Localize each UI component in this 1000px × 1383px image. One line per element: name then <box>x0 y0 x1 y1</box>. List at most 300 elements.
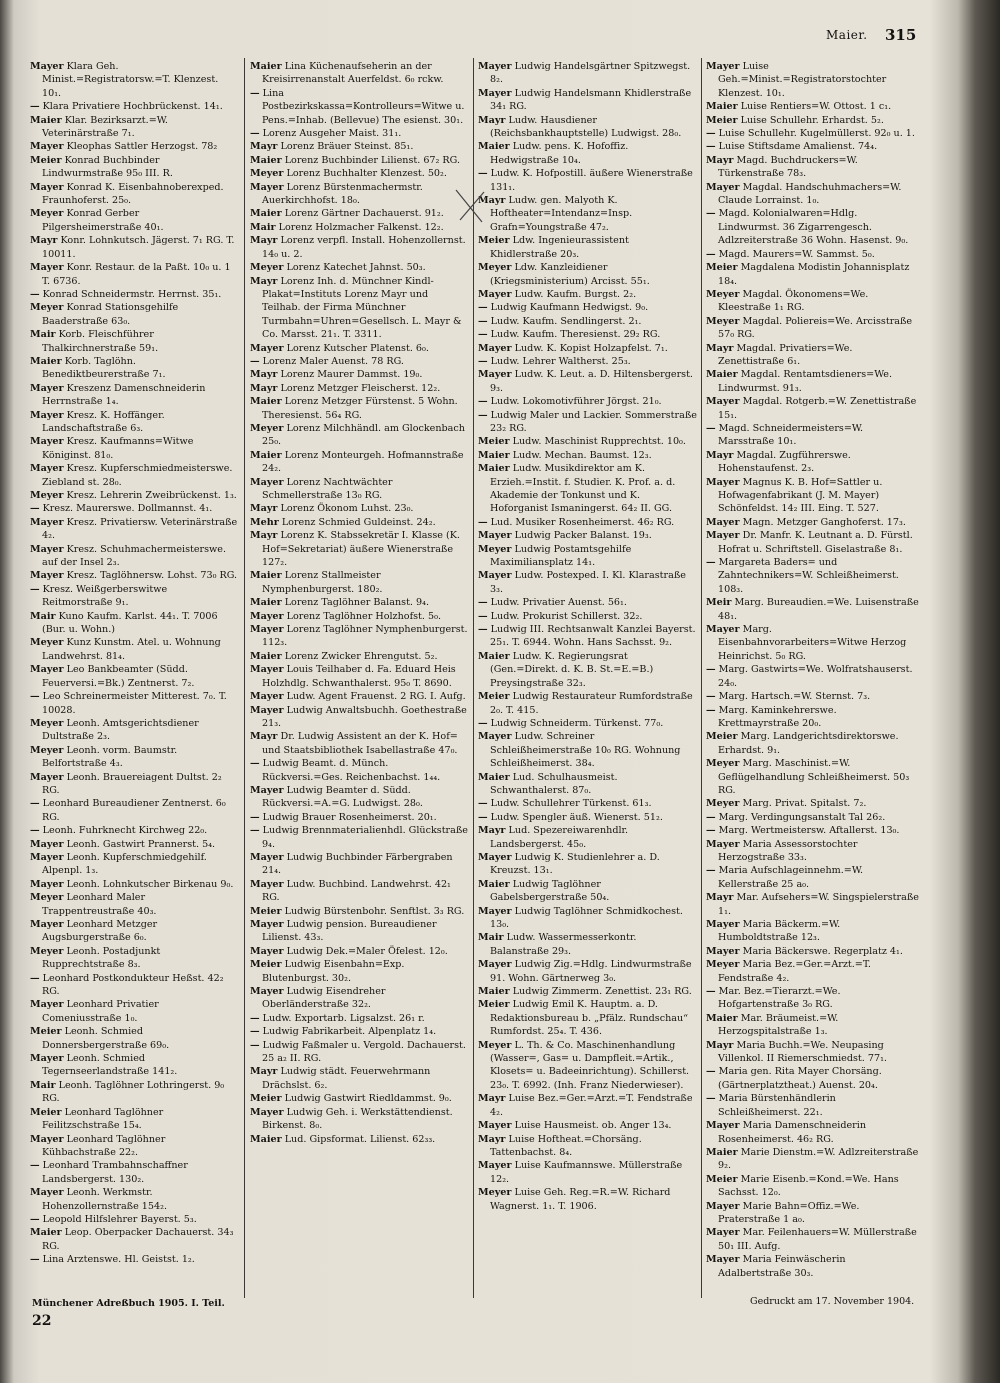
entry-details: Lorenz Maler Auenst. 78 RG. <box>259 355 404 367</box>
entry-surname: Meyer <box>30 744 64 756</box>
entry-details: Ludwig Restaurateur Rumfordstraße 2₀. T. 415. <box>490 691 693 716</box>
entry-surname: — <box>250 128 260 140</box>
directory-entry <box>478 851 698 878</box>
entry-surname: Mayer <box>250 624 284 636</box>
entry-surname: Mayer <box>30 181 64 193</box>
directory-entry <box>478 985 698 998</box>
directory-entry <box>478 529 698 542</box>
directory-entry <box>706 891 920 918</box>
entry-surname: Meier <box>706 731 738 743</box>
entry-details: Leopold Hilfslehrer Bayerst. 5₃. <box>39 1213 197 1225</box>
entry-details: Leonhard Taglöhner Kühbachstraße 22₂. <box>42 1133 166 1158</box>
entry-details: Ludwig Beamt. d. Münch. Rückversi.=Ges. Reichenbachst. 1₄₄. <box>259 758 441 783</box>
directory-entry <box>250 569 468 596</box>
entry-details: Lorenz Zwicker Ehrengutst. 5₂. <box>281 650 438 662</box>
entry-surname: — <box>706 128 716 140</box>
directory-entry <box>250 261 468 274</box>
entry-details: Ludwig Brauer Rosenheimerst. 20₁. <box>259 811 437 823</box>
directory-entry <box>30 1253 238 1266</box>
entry-details: Magdal. Privatiers=We. Zenettistraße 6₁. <box>718 342 853 367</box>
directory-entry <box>478 114 698 141</box>
entry-surname: — <box>478 516 488 528</box>
entry-surname: — <box>478 315 488 327</box>
entry-details: Kresz. Taglöhnersw. Lohst. 73₀ RG. <box>63 570 238 582</box>
entry-details: Magd. Maurers=W. Sammst. 5₀. <box>715 248 875 260</box>
directory-entry <box>30 288 238 301</box>
directory-entry <box>250 167 468 180</box>
entry-surname: Maier <box>250 1133 282 1145</box>
entry-surname: — <box>250 1039 260 1051</box>
entry-surname: Mayer <box>30 919 64 930</box>
entry-details: Lorenz Taglöhner Holzhofst. 5₀. <box>283 610 441 622</box>
directory-entry <box>706 154 920 181</box>
entry-details: Ludw. Kaufm. Sendlingerst. 2₁. <box>487 315 642 327</box>
entry-surname: Mayer <box>30 838 64 850</box>
entry-details: Lorenz Inh. d. Münchner Kindl-Plakat=Instituts Lorenz Mayr und Teilhab. der Firma Münchner Turmbahn=Uhren=Gesellsch. L. Mayr & Co. Marsst. 21₁. T. 3311. <box>262 275 462 341</box>
entry-details: Ludw. Wassermesserkontr. Balanstraße 29₃. <box>490 932 637 957</box>
entry-details: Marg. Bureaudien.=We. Luisenstraße 48₁. <box>718 597 919 622</box>
entry-surname: — <box>250 355 260 367</box>
entry-surname: — <box>30 583 40 595</box>
entry-surname: Mayer <box>250 476 284 488</box>
entry-details: Lorenz Ökonom Luhst. 23₀. <box>277 503 414 515</box>
directory-entry <box>478 1092 698 1119</box>
entry-surname: — <box>706 704 716 716</box>
entry-surname: Mayr <box>478 1093 506 1105</box>
entry-details: Ludwig Buchbinder Färbergraben 21₄. <box>262 851 453 877</box>
entry-surname: Mayer <box>30 436 64 448</box>
entry-details: Konr. Restaur. de la Paßt. 10₀ u. 1 T. 6736. <box>42 262 231 287</box>
directory-entry <box>706 181 920 208</box>
entry-details: Kresz. Maurerswe. Dollmannst. 4₁. <box>39 503 213 515</box>
entry-details: Ludwig Emil K. Hauptm. a. D. Redaktionsbureau b. „Pfälz. Rundschau“ Rumfordst. 25₄. T. 436. <box>490 999 689 1038</box>
entry-surname: Mayer <box>30 382 64 394</box>
entry-details: Lorenz Maurer Dammst. 19₀. <box>277 369 423 381</box>
directory-entry <box>706 368 920 395</box>
directory-entry <box>250 905 468 918</box>
entry-details: Ludwig Zimmerm. Zenettist. 23₁ RG. <box>509 986 692 998</box>
entry-details: Leonh. Schmied Tegernseerlandstraße 141₂. <box>42 1053 178 1078</box>
entry-surname: — <box>250 825 260 837</box>
directory-entry <box>30 945 238 972</box>
entry-surname: Maier <box>706 369 738 381</box>
entry-surname: Mayer <box>250 919 284 930</box>
entry-details: Luise Geh. Reg.=R.=W. Richard Wagnerst. 1₁. T. 1906. <box>490 1187 671 1212</box>
entry-surname: — <box>30 798 40 810</box>
directory-entry <box>250 918 468 945</box>
entry-details: Maria Bürstenhändlerin Schleißheimerst. 22₁. <box>715 1093 836 1118</box>
entry-details: Marg. Verdingungsanstalt Tal 26₂. <box>715 811 886 823</box>
entry-details: Marg. Kaminkehrerswe. Krettmayrstraße 20₀. <box>715 704 837 729</box>
entry-details: Ludw. Prokurist Schillerst. 32₂. <box>487 610 643 622</box>
directory-entry <box>30 824 238 837</box>
entry-details: Leonhard Trambahnschaffner Landsbergerst. 130₂. <box>39 1160 188 1185</box>
directory-entry <box>250 207 468 220</box>
entry-details: Ludw. Lehrer Waltherst. 25₃. <box>487 355 631 367</box>
entry-details: Ludw. Schullehrer Türkenst. 61₃. <box>487 798 652 810</box>
directory-entry <box>30 409 238 436</box>
entry-surname: — <box>478 355 488 367</box>
directory-column-1 <box>30 60 238 1290</box>
entry-details: Lud. Schulhausmeist. Schwanthalerst. 87₀. <box>490 771 618 796</box>
entry-details: Ludw. Lokomotivführer Jörgst. 21₀. <box>487 396 662 408</box>
entry-surname: — <box>478 597 488 609</box>
directory-entry <box>250 811 468 824</box>
entry-surname: Meier <box>30 154 62 166</box>
entry-surname: Maier <box>30 355 62 367</box>
entry-surname: Meyer <box>706 959 740 971</box>
entry-surname: Meyer <box>478 1187 512 1199</box>
directory-entry <box>478 368 698 395</box>
directory-entry <box>30 690 238 717</box>
directory-entry <box>30 851 238 878</box>
entry-details: Ludwig Anwaltsbuchh. Goethestraße 21₃. <box>262 704 467 729</box>
entry-surname: Mayer <box>706 945 740 957</box>
directory-entry <box>706 730 920 757</box>
directory-entry <box>478 690 698 717</box>
entry-surname: Mayer <box>478 87 512 99</box>
entry-details: Lorenz Monteurgeh. Hofmannstraße 24₂. <box>262 449 464 475</box>
entry-surname: Mayer <box>250 691 284 703</box>
entry-surname: — <box>706 811 716 823</box>
entry-details: Ludwig Taglöhner Gabelsbergerstraße 50₄. <box>490 878 610 904</box>
entry-surname: Maier <box>250 154 282 166</box>
entry-surname: Mayr <box>250 275 278 287</box>
sheet-number: 22 <box>32 1313 52 1329</box>
directory-entry <box>478 328 698 341</box>
directory-entry <box>478 730 698 770</box>
directory-entry <box>30 516 238 543</box>
entry-details: Lud. Musiker Rosenheimerst. 46₂ RG. <box>487 516 675 528</box>
entry-details: Leonh. Amtsgerichtsdiener Dultstraße 2₃. <box>42 717 199 743</box>
directory-entry <box>706 623 920 663</box>
entry-details: Leonhard Bureaudiener Zentnerst. 6₀ RG. <box>39 798 226 823</box>
entry-details: Lina Küchenaufseherin an der Kreisirrenanstalt Auerfeldst. 6₀ rckw. <box>262 61 444 86</box>
entry-surname: — <box>250 811 260 823</box>
entry-details: Lorenz Taglöhner Balanst. 9₄. <box>281 597 430 609</box>
directory-entry <box>706 207 920 247</box>
entry-details: Ludw. Mechan. Baumst. 12₃. <box>509 449 652 461</box>
entry-details: Lorenz Bürstenmachermstr. Auerkirchhofst. 18₀. <box>262 181 423 207</box>
directory-entry <box>250 730 468 757</box>
directory-entry <box>30 1213 238 1226</box>
entry-surname: Mayer <box>706 396 740 408</box>
entry-surname: Mayer <box>478 570 512 582</box>
directory-entry <box>478 905 698 932</box>
entry-details: Konr. Lohnkutsch. Jägerst. 7₁ RG. T. 10011. <box>42 235 235 260</box>
entry-details: Lina Postbezirkskassa=Kontrolleurs=Witwe u. Pens.=Inhab. (Bellevue) The esienst. 30₁. <box>259 87 465 126</box>
entry-details: Lina Arztenswe. Hl. Geistst. 1₂. <box>39 1254 195 1266</box>
entry-surname: — <box>250 1026 260 1038</box>
entry-details: Ludwig Eisendreher Oberländerstraße 32₂. <box>262 986 386 1011</box>
entry-surname: Mayr <box>478 825 506 837</box>
directory-entry <box>30 355 238 382</box>
entry-surname: — <box>30 288 40 300</box>
entry-details: Lud. Gipsformat. Lilienst. 62₃₃. <box>281 1133 436 1145</box>
directory-entry <box>478 449 698 462</box>
directory-entry <box>30 301 238 328</box>
entry-details: Ludwig Handelsgärtner Spitzwegst. 8₂. <box>490 61 691 86</box>
directory-entry <box>706 797 920 810</box>
directory-entry <box>478 998 698 1038</box>
entry-details: Ludwig Kaufmann Hedwigst. 9₀. <box>487 302 649 314</box>
entry-details: Konrad Buchbinder Lindwurmstraße 95₀ III. R. <box>42 154 173 180</box>
directory-entry <box>478 435 698 448</box>
entry-surname: Meier <box>478 999 510 1011</box>
entry-details: Klar. Bezirksarzt.=W. Veterinärstraße 7₁. <box>42 114 168 140</box>
directory-entry <box>706 985 920 1012</box>
entry-surname: — <box>478 168 488 180</box>
page-number: 315 <box>885 26 917 44</box>
directory-entry <box>250 154 468 167</box>
directory-entry <box>478 409 698 436</box>
directory-entry <box>30 797 238 824</box>
entry-details: Leonhard Privatier Comeniusstraße 1₀. <box>42 999 159 1024</box>
directory-column-3 <box>478 60 698 1290</box>
entry-surname: Mayer <box>250 1106 284 1118</box>
entry-surname: — <box>478 811 488 823</box>
entry-details: Lorenz Ausgeher Maist. 31₁. <box>259 128 402 140</box>
directory-entry <box>706 261 920 288</box>
print-date-footer: Gedruckt am 17. November 1904. <box>750 1296 915 1307</box>
entry-surname: — <box>706 141 716 153</box>
directory-entry <box>478 771 698 798</box>
directory-entry <box>250 382 468 395</box>
entry-surname: Mayer <box>478 530 512 542</box>
directory-entry <box>706 100 920 113</box>
entry-surname: — <box>478 610 488 622</box>
entry-details: Konrad Stationsgehilfe Baaderstraße 63₀. <box>42 302 179 327</box>
directory-entry <box>30 744 238 771</box>
entry-surname: Meier <box>250 1093 282 1105</box>
entry-surname: — <box>706 986 716 998</box>
entry-details: Leonh. Werkmstr. Hohenzollernstraße 154₂. <box>42 1187 168 1212</box>
directory-entry <box>706 140 920 153</box>
entry-surname: Meier <box>706 114 738 126</box>
directory-entry <box>250 650 468 663</box>
directory-entry <box>478 194 698 234</box>
entry-surname: — <box>30 972 40 984</box>
directory-entry <box>250 355 468 368</box>
directory-entry <box>250 87 468 127</box>
entry-details: Ludw. Exportarb. Ligsalzst. 26₁ r. <box>259 1012 425 1024</box>
entry-details: Ludw. Kaufm. Burgst. 2₂. <box>511 288 637 300</box>
directory-entry <box>706 1200 920 1227</box>
entry-surname: Meier <box>250 959 282 971</box>
entry-surname: Meyer <box>706 315 740 327</box>
entry-details: Ludw. K. Regierungsrat (Gen.=Direkt. d. K. B. St.=E.=B.) Preysingstraße 32₃. <box>490 650 654 689</box>
directory-entry <box>250 275 468 342</box>
entry-details: Ludwig Bürstenbohr. Senftlst. 3₃ RG. <box>281 905 465 917</box>
entry-surname: — <box>30 691 40 703</box>
entry-details: Konrad K. Eisenbahnoberexped. Fraunhoferst. 25₀. <box>42 181 224 207</box>
directory-entry <box>478 1186 698 1213</box>
directory-entry <box>30 543 238 570</box>
pencil-cross-mark <box>452 186 490 226</box>
directory-entry <box>30 998 238 1025</box>
directory-entry <box>250 476 468 503</box>
directory-entry <box>478 958 698 985</box>
entry-surname: Mayer <box>30 141 64 153</box>
directory-entry <box>30 1106 238 1133</box>
entry-details: Luise Kaufmannswe. Müllerstraße 12₂. <box>490 1160 683 1185</box>
entry-surname: Mayr <box>478 1133 506 1145</box>
directory-entry <box>706 395 920 422</box>
entry-surname: Mayr <box>706 342 734 354</box>
directory-entry <box>478 569 698 596</box>
directory-entry <box>706 663 920 690</box>
entry-details: Lorenz Gärtner Dachauerst. 91₂. <box>281 208 444 220</box>
entry-details: Ludw. Buchbind. Landwehrst. 42₁ RG. <box>262 878 451 904</box>
entry-details: Leop. Oberpacker Dachauerst. 34₃ RG. <box>42 1227 234 1252</box>
entry-details: Mar. Bez.=Tierarzt.=We. Hofgartenstraße 3₀ RG. <box>715 986 841 1011</box>
entry-details: Maria gen. Rita Mayer Chorsäng. (Gärtnerplatztheat.) Auenst. 20₄. <box>715 1066 882 1091</box>
entry-surname: Mayer <box>30 543 64 555</box>
running-head: Maier. <box>826 28 868 42</box>
entry-surname: Maier <box>250 208 282 220</box>
entry-details: Magdalena Modistin Johannisplatz 18₄. <box>718 262 910 287</box>
directory-entry <box>30 717 238 744</box>
entry-surname: Maier <box>30 1227 62 1239</box>
entry-details: Ludwig Handelsmann Khidlerstraße 34₁ RG. <box>490 87 692 113</box>
column-rule <box>701 58 702 1298</box>
directory-entry <box>478 811 698 824</box>
directory-entry <box>250 1092 468 1105</box>
entry-details: Magdal. Zugführerswe. Hohenstaufenst. 2₃. <box>718 449 851 475</box>
entry-surname: Mayer <box>250 610 284 622</box>
entry-surname: Mayer <box>30 262 64 274</box>
entry-details: Magdal. Ökonomens=We. Kleestraße 1₁ RG. <box>718 288 869 314</box>
directory-entry <box>250 690 468 703</box>
entry-details: Korb. Taglöhn. Benediktbeurerstraße 7₁. <box>42 355 166 381</box>
directory-entry <box>478 87 698 114</box>
directory-entry <box>478 315 698 328</box>
entry-details: Lorenz Metzger Fleischerst. 12₂. <box>277 382 441 394</box>
directory-entry <box>250 395 468 422</box>
entry-surname: Maier <box>478 141 510 153</box>
entry-details: Mar. Aufsehers=W. Singspielerstraße 1₁. <box>718 892 919 917</box>
entry-surname: Mayer <box>706 516 740 528</box>
entry-details: Dr. Manfr. K. Leutnant a. D. Fürstl. Hofrat u. Schriftstell. Giselastraße 8₁. <box>718 530 913 555</box>
entry-surname: Meyer <box>250 262 284 274</box>
entry-surname: Mayr <box>250 731 278 743</box>
entry-details: Leonh. Brauereiagent Dultst. 2₂ RG. <box>42 771 222 796</box>
entry-surname: Mayer <box>30 409 64 421</box>
entry-surname: Meyer <box>30 717 64 729</box>
entry-surname: Mayer <box>250 878 284 890</box>
directory-entry <box>30 771 238 798</box>
directory-entry <box>706 342 920 369</box>
entry-surname: Mayer <box>30 61 64 72</box>
entry-surname: — <box>478 329 488 341</box>
entry-details: Lorenz Stallmeister Nymphenburgerst. 180₂. <box>262 570 383 595</box>
directory-entry <box>478 650 698 690</box>
entry-details: Ludwig Zig.=Hdlg. Lindwurmstraße 91. Wohn. Gärtnerweg 3₀. <box>490 959 692 984</box>
entry-details: Magd. Kolonialwaren=Hdlg. Lindwurmst. 36 Zigarrengesch. Adlzreiterstraße 36 Wohn. Hasenst. 9₀. <box>715 208 909 247</box>
entry-details: Lorenz Katechet Jahnst. 50₃. <box>283 262 426 274</box>
entry-surname: Meir <box>706 597 732 609</box>
entry-details: Korb. Fleischführer Thalkirchnerstraße 59₁. <box>42 329 159 354</box>
directory-entry <box>30 502 238 515</box>
directory-entry <box>706 596 920 623</box>
entry-surname: Mayer <box>250 851 284 863</box>
directory-entry <box>30 382 238 409</box>
entry-surname: Meier <box>706 1173 738 1185</box>
directory-entry <box>250 368 468 381</box>
directory-entry <box>250 824 468 851</box>
entry-surname: Meier <box>478 235 510 247</box>
entry-surname: Mayer <box>250 664 284 676</box>
entry-surname: — <box>30 825 40 837</box>
column-rule <box>473 58 474 1298</box>
directory-entry <box>30 838 238 851</box>
entry-details: Ludwig Geh. i. Werkstättendienst. Birkenst. 8₀. <box>262 1106 453 1132</box>
entry-surname: Meyer <box>706 288 740 300</box>
entry-surname: Meyer <box>478 1039 512 1051</box>
directory-entry <box>250 1012 468 1025</box>
entry-surname: — <box>478 717 488 729</box>
entry-details: Ludwig Schneiderm. Türkenst. 77₀. <box>487 717 664 729</box>
directory-entry <box>478 1133 698 1160</box>
entry-details: Ludw. K. Kopist Holzapfelst. 7₁. <box>511 342 668 354</box>
entry-surname: — <box>706 248 716 260</box>
directory-entry <box>478 1159 698 1186</box>
entry-surname: Meyer <box>30 945 64 957</box>
entry-details: Mar. Bräumeist.=W. Herzogspitalstraße 1₃. <box>718 1012 839 1038</box>
entry-surname: Maier <box>250 396 282 408</box>
entry-surname: — <box>706 691 716 703</box>
entry-details: Konrad Schneidermstr. Herrnst. 35₁. <box>39 288 222 300</box>
entry-details: Ludw. Musikdirektor am K. Erzieh.=Instit. f. Studier. K. Prof. a. d. Akademie der Tonkunst und K. Hoforganist Ismaningerst. 64₂ II. GG. <box>490 463 676 515</box>
entry-surname: — <box>706 422 716 434</box>
entry-details: Ludw. Privatier Auenst. 56₁. <box>487 597 627 609</box>
directory-entry <box>30 1159 238 1186</box>
entry-details: Ludw. Schreiner Schleißheimerstraße 10₀ RG. Wohnung Schleißheimerst. 38₄. <box>490 731 681 770</box>
entry-surname: Mair <box>250 221 276 233</box>
entry-surname: Maier <box>706 1012 738 1024</box>
directory-entry <box>706 248 920 261</box>
entry-surname: — <box>250 758 260 770</box>
entry-details: Klara Geh. Minist.=Registratorsw.=T. Klenzest. 10₁. <box>42 61 219 99</box>
directory-entry <box>706 1092 920 1119</box>
entry-surname: — <box>706 1066 716 1078</box>
entry-surname: — <box>30 1213 40 1225</box>
entry-details: Ludwig Dek.=Maler Öfelest. 12₀. <box>283 945 448 957</box>
entry-details: Ludw. Agent Frauenst. 2 RG. I. Aufg. <box>283 691 466 703</box>
directory-entry <box>706 114 920 127</box>
directory-entry <box>250 1133 468 1146</box>
directory-entry <box>30 462 238 489</box>
entry-surname: Mayer <box>478 342 512 354</box>
directory-entry <box>30 114 238 141</box>
directory-entry <box>706 958 920 985</box>
entry-details: Luise Schullehr. Erhardst. 5₂. <box>737 114 884 126</box>
entry-details: Ludwig Maler und Lackier. Sommerstraße 23₂ RG. <box>487 409 697 434</box>
entry-surname: Mayr <box>250 530 278 542</box>
entry-surname: Mayer <box>478 959 512 971</box>
directory-entry <box>478 234 698 261</box>
entry-surname: Maier <box>250 570 282 582</box>
entry-details: Lorenz Kutscher Platenst. 6₀. <box>283 342 429 354</box>
directory-entry <box>706 918 920 945</box>
entry-details: Leo Bankbeamter (Südd. Feuerversi.=Bk.) Zentnerst. 7₂. <box>42 664 195 689</box>
entry-surname: Meier <box>706 262 738 274</box>
entry-surname: — <box>706 825 716 837</box>
entry-details: Luise Bez.=Ger.=Arzt.=T. Fendstraße 4₂. <box>490 1093 693 1118</box>
directory-entry <box>250 342 468 355</box>
entry-details: Marie Dienstm.=W. Adlzreiterstraße 9₂. <box>718 1146 919 1172</box>
directory-entry <box>706 757 920 797</box>
